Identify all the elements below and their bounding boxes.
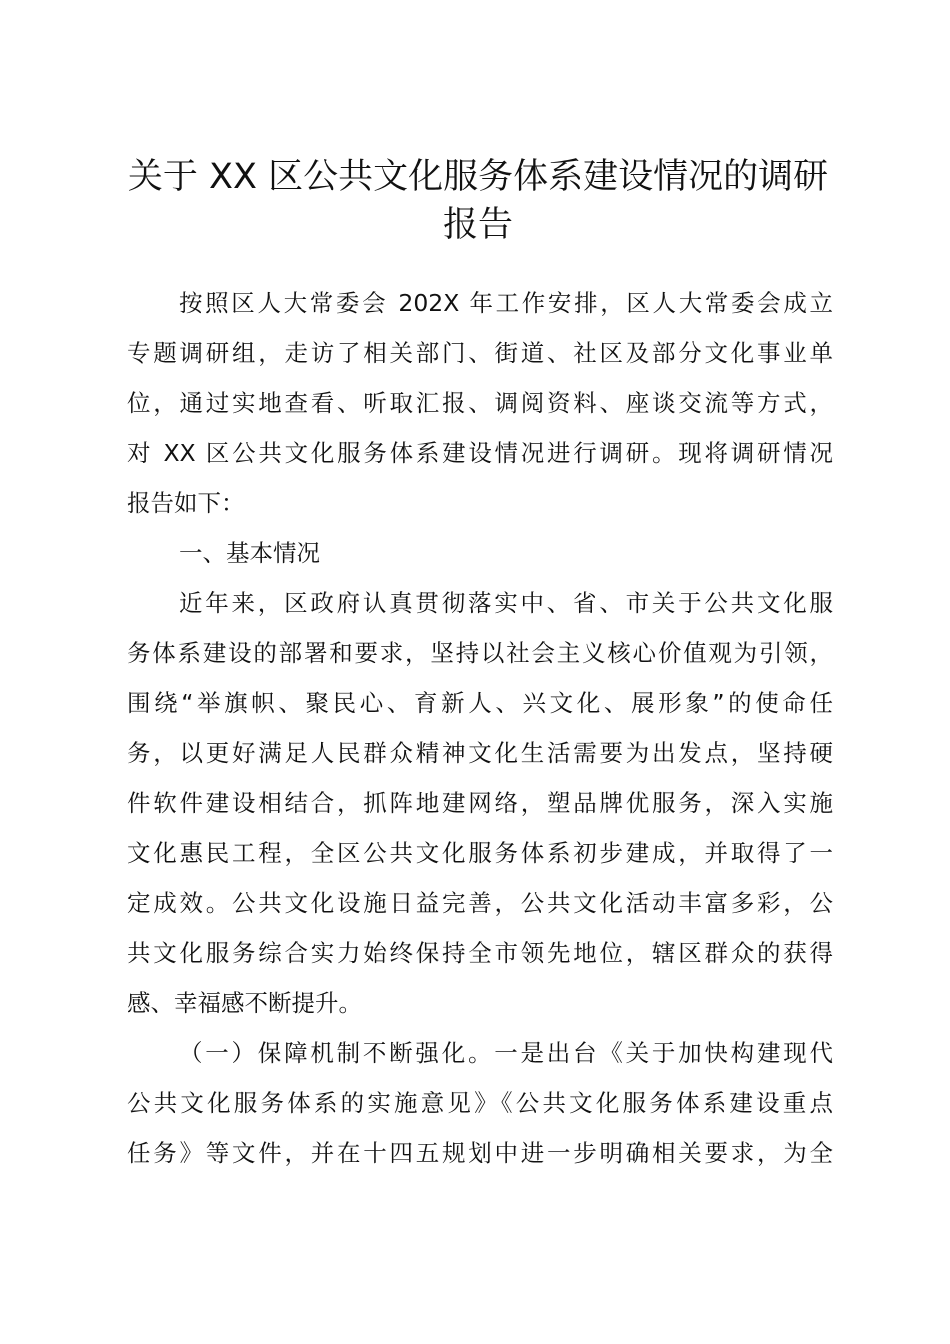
title-line-1: 关于 XX 区公共文化服务体系建设情况的调研 [127,157,829,197]
section1-line-2: 务体系建设的部署和要求，坚持以社会主义核心价值观为引领， [127,639,833,667]
intro-line-2: 专题调研组，走访了相关部门、街道、社区及部分文化事业单 [127,339,833,367]
section1-line-3: 围绕“举旗帜、聚民心、育新人、兴文化、展形象”的使命任 [127,689,833,717]
section1-line-1: 近年来，区政府认真贯彻落实中、省、市关于公共文化服 [179,589,833,617]
section1-line-4: 务，以更好满足人民群众精神文化生活需要为出发点，坚持硬 [127,739,833,767]
subsection1-line-2: 公共文化服务体系的实施意见》《公共文化服务体系建设重点 [127,1089,833,1117]
section1-line-8: 共文化服务综合实力始终保持全市领先地位，辖区群众的获得 [127,939,833,967]
document-title [120,153,836,249]
intro-line-3: 位，通过实地查看、听取汇报、调阅资料、座谈交流等方式， [127,389,833,417]
section1-line-5: 件软件建设相结合，抓阵地建网络，塑品牌优服务，深入实施 [127,789,833,817]
intro-line-5: 报告如下： [127,489,245,517]
intro-line-1: 按照区人大常委会 202X 年工作安排，区人大常委会成立 [179,289,833,317]
section1-line-9: 感、幸福感不断提升。 [127,989,362,1017]
subsection1-line-3: 任务》等文件，并在十四五规划中进一步明确相关要求，为全 [127,1139,833,1167]
title-line-2: 报告 [442,205,513,245]
intro-line-4: 对 XX 区公共文化服务体系建设情况进行调研。现将调研情况 [127,439,833,467]
section1-line-6: 文化惠民工程，全区公共文化服务体系初步建成，并取得了一 [127,839,833,867]
subsection1-line-1: （一）保障机制不断强化。一是出台《关于加快构建现代 [179,1039,833,1067]
section-heading: 一、基本情况 [179,539,320,567]
section1-line-7: 定成效。公共文化设施日益完善，公共文化活动丰富多彩，公 [127,889,833,917]
